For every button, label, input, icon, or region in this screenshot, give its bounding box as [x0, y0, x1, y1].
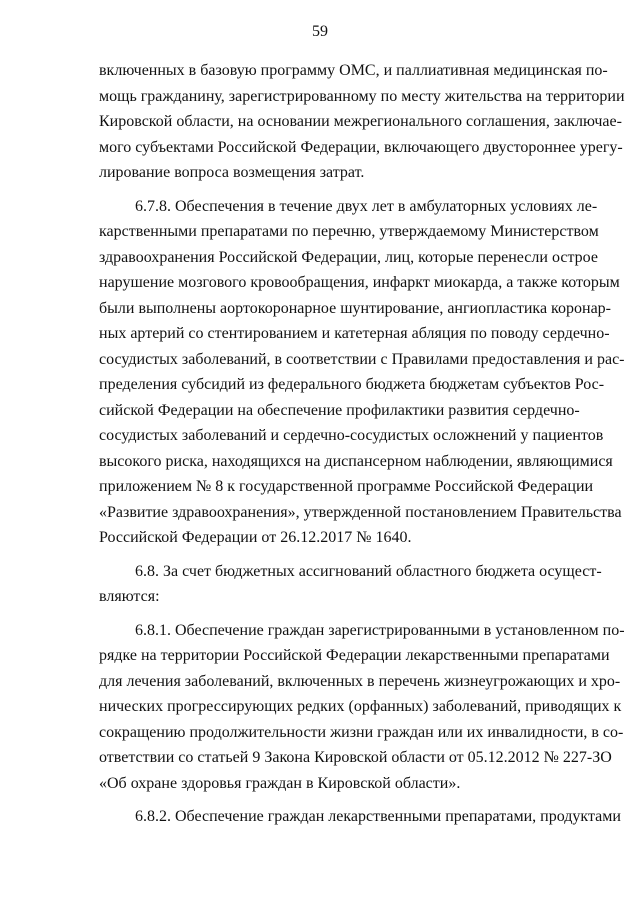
text-line: «Развитие здравоохранения», утвержденной постановлением Правительства — [99, 503, 622, 521]
paragraph-continuation — [99, 58, 625, 186]
text-line: для лечения заболеваний, включенных в перечень жизнеугрожающих и хро- — [99, 672, 621, 690]
text-line: лирование вопроса возмещения затрат. — [99, 164, 365, 181]
text-line: сосудистых заболеваний, в соответствии с Правилами предоставления и рас- — [99, 350, 625, 368]
text-line: сокращению продолжительности жизни граждан или их инвалидности, в со- — [99, 723, 624, 741]
text-line: были выполнены аортокоронарное шунтирование, ангиопластика коронар- — [99, 299, 611, 317]
page-number: 59 — [312, 23, 328, 40]
text-line: нических прогрессирующих редких (орфанных) заболеваний, приводящих к — [99, 698, 622, 715]
paragraph-6-8-2 — [99, 804, 621, 830]
text-line: здравоохранения Российской Федерации, лиц, которые перенесли острое — [99, 248, 598, 266]
text-line: ных артерий со стентированием и катетерная абляция по поводу сердечно- — [99, 325, 610, 342]
text-line: включенных в базовую программу ОМС, и паллиативная медицинская по- — [99, 62, 608, 79]
text-line: «Об охране здоровья граждан в Кировской области». — [99, 774, 461, 792]
text-line: Кировской области, на основании межрегионального соглашения, заключае- — [99, 113, 622, 130]
paragraph-6-8 — [99, 559, 602, 610]
text-line: пределения субсидий из федерального бюджета бюджетам субъектов Рос- — [99, 376, 605, 393]
text-line: 6.8. За счет бюджетных ассигнований областного бюджета осущест- — [135, 562, 602, 580]
paragraph-6-7-8 — [99, 194, 625, 551]
text-line: мого субъектами Российской Федерации, включающего двустороннее урегу- — [99, 138, 623, 156]
text-line: вляются: — [99, 588, 160, 605]
text-line: нарушение мозгового кровообращения, инфаркт миокарда, а также которым — [99, 274, 620, 291]
text-line: мощь гражданину, зарегистрированному по месту жительства на территории — [99, 87, 625, 105]
text-line: приложением № 8 к государственной программе Российской Федерации — [99, 478, 594, 495]
text-line: Российской Федерации от 26.12.2017 № 1640. — [99, 529, 412, 546]
text-line: высокого риска, находящихся на диспансерном наблюдении, являющимися — [99, 452, 613, 470]
paragraph-6-8-1 — [99, 618, 625, 797]
text-line: 6.7.8. Обеспечения в течение двух лет в амбулаторных условиях ле- — [135, 197, 598, 215]
text-line: сийской Федерации на обеспечение профилактики развития сердечно- — [99, 401, 580, 419]
text-line: ответствии со статьей 9 Закона Кировской области от 05.12.2012 № 227-ЗО — [99, 749, 612, 766]
text-line: сосудистых заболеваний и сердечно-сосудистых осложнений у пациентов — [99, 427, 604, 444]
text-line: карственными препаратами по перечню, утверждаемому Министерством — [99, 223, 599, 240]
document-body — [99, 58, 625, 838]
text-line: рядке на территории Российской Федерации лекарственными препаратами — [99, 647, 610, 664]
text-line: 6.8.2. Обеспечение граждан лекарственными препаратами, продуктами — [135, 808, 621, 825]
text-line: 6.8.1. Обеспечение граждан зарегистрированными в установленном по- — [135, 621, 625, 639]
